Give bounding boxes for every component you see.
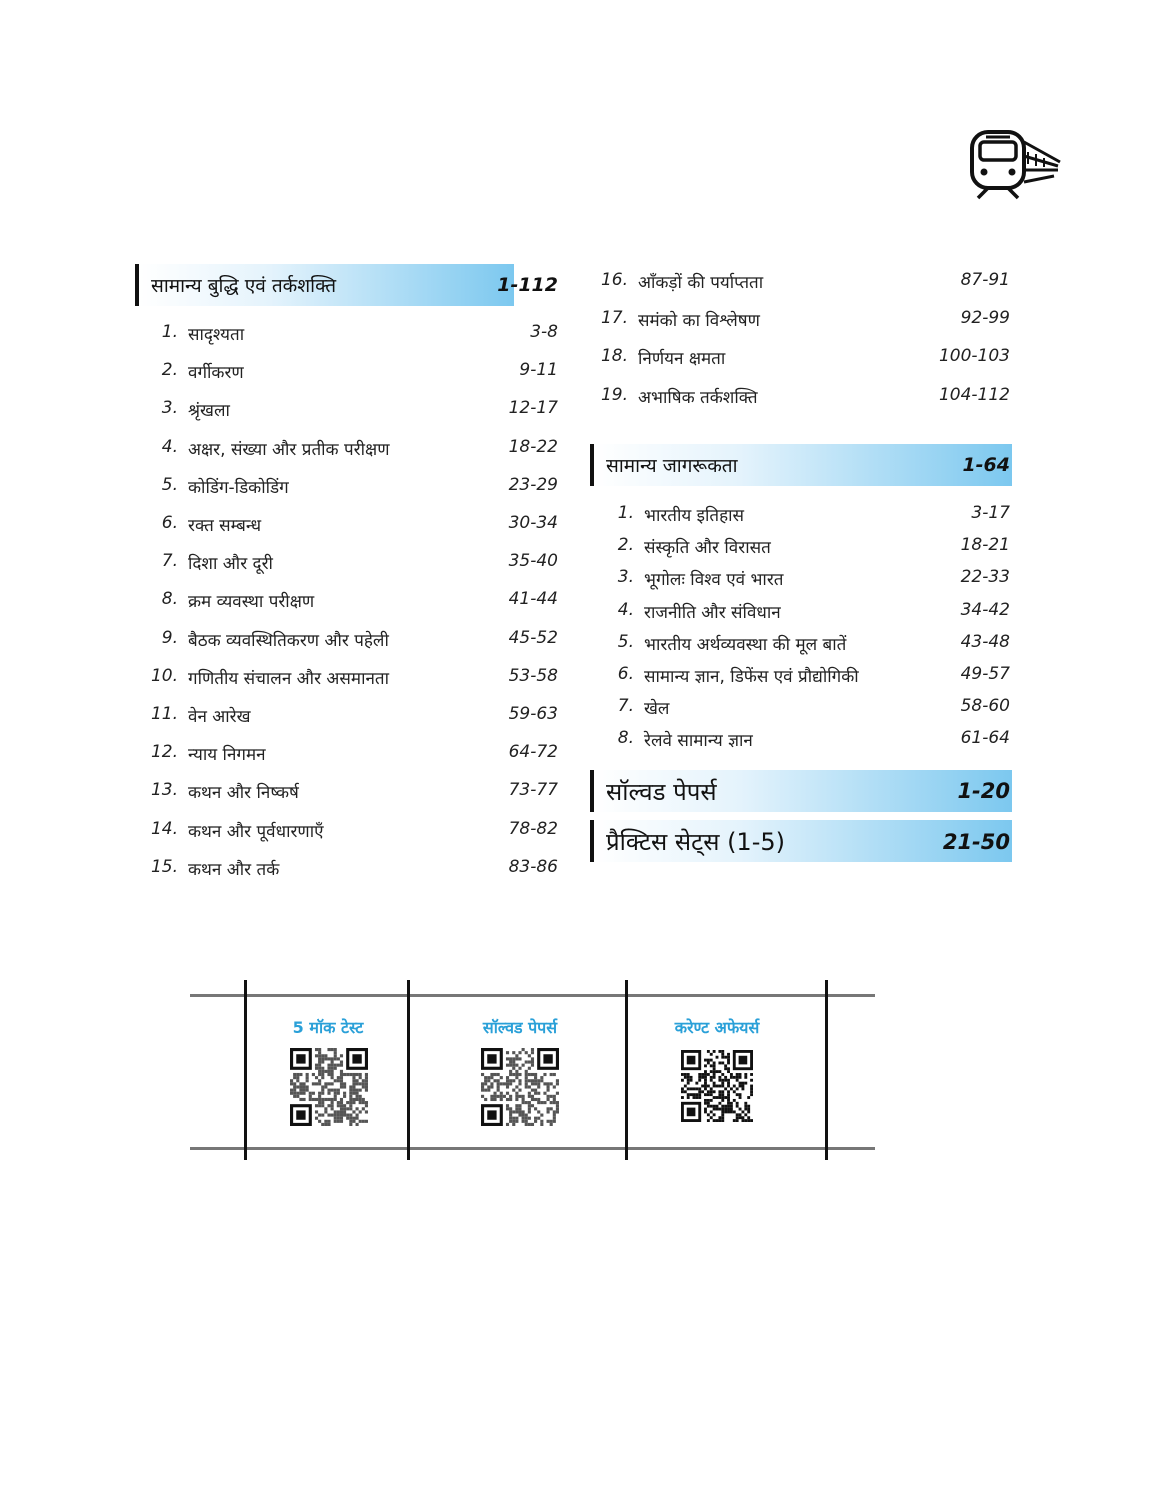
chapter-row — [606, 535, 1010, 565]
strip-divider — [825, 980, 828, 1160]
chapter-row — [150, 551, 558, 581]
chapter-row — [150, 704, 558, 734]
chapter-title: श्रृंखला — [188, 401, 230, 422]
chapter-number: 5. — [617, 631, 634, 652]
section-title: सामान्य जागरूकता — [606, 455, 738, 477]
chapter-number: 4. — [161, 436, 178, 457]
chapter-row — [600, 308, 1010, 338]
chapter-title: रेलवे सामान्य ज्ञान — [644, 731, 753, 752]
chapter-title: न्याय निगमन — [188, 745, 266, 766]
chapter-title: राजनीति और संविधान — [644, 602, 781, 623]
chapter-number: 17. — [600, 308, 628, 329]
section-pages: 1-64 — [962, 454, 1010, 476]
chapter-title: संस्कृति और विरासत — [644, 538, 771, 559]
chapter-row — [606, 728, 1010, 758]
chapter-row — [150, 360, 558, 390]
chapter-title: भारतीय अर्थव्यवस्था की मूल बातें — [644, 634, 847, 655]
chapter-number: 9. — [161, 627, 178, 648]
chapter-title: वर्गीकरण — [188, 363, 244, 384]
chapter-number: 2. — [617, 535, 634, 556]
chapter-title: अक्षर, संख्या और प्रतीक परीक्षण — [188, 439, 390, 460]
section-title: सॉल्वड पेपर्स — [606, 777, 717, 806]
chapter-number: 1. — [617, 503, 634, 523]
chapter-pages: 87-91 — [960, 270, 1010, 290]
chapter-title: क्रम व्यवस्था परीक्षण — [188, 592, 315, 613]
chapter-title: भारतीय इतिहास — [644, 506, 745, 526]
qr-code-icon[interactable] — [290, 1048, 368, 1126]
chapter-row — [600, 385, 1010, 415]
qr-code-icon[interactable] — [681, 1050, 753, 1122]
chapter-number: 15. — [150, 856, 178, 877]
chapter-number: 10. — [150, 665, 178, 686]
chapter-number: 12. — [150, 742, 178, 763]
chapter-title: दिशा और दूरी — [188, 554, 273, 575]
chapter-row — [150, 857, 558, 887]
chapter-pages: 18-21 — [960, 535, 1010, 556]
chapter-pages: 23-29 — [508, 474, 558, 495]
section-pages: 1-20 — [957, 779, 1010, 803]
chapter-row — [606, 696, 1010, 726]
chapter-number: 14. — [150, 818, 178, 839]
chapter-number: 8. — [161, 589, 178, 610]
chapter-number: 7. — [161, 551, 178, 572]
chapter-pages: 58-60 — [960, 696, 1010, 717]
chapter-number: 16. — [600, 270, 628, 290]
chapter-title: खेल — [644, 699, 670, 720]
chapter-pages: 35-40 — [508, 551, 558, 572]
section-pages: 21-50 — [942, 830, 1010, 854]
chapter-pages: 12-17 — [508, 398, 558, 419]
chapter-number: 3. — [161, 398, 178, 419]
chapter-title: कोडिंग-डिकोडिंग — [188, 477, 289, 498]
chapter-row — [150, 589, 558, 619]
chapter-number: 2. — [161, 360, 178, 381]
chapter-title: कथन और तर्क — [188, 859, 280, 880]
chapter-pages: 53-58 — [508, 665, 558, 686]
section-header-reasoning — [135, 264, 514, 306]
chapter-pages: 78-82 — [508, 818, 558, 839]
chapter-number: 7. — [617, 696, 634, 717]
chapter-row — [606, 567, 1010, 597]
strip-bottom-line — [190, 1147, 875, 1150]
chapter-pages: 59-63 — [508, 704, 558, 724]
chapter-row — [150, 513, 558, 543]
chapter-pages: 61-64 — [960, 728, 1010, 749]
chapter-pages: 104-112 — [938, 384, 1010, 405]
chapter-pages: 73-77 — [508, 780, 558, 801]
section-title: प्रैक्टिस सेट्स (1-5) — [606, 827, 785, 856]
chapter-row — [150, 742, 558, 772]
chapter-number: 8. — [617, 728, 634, 749]
qr-label-current-affairs: करेण्ट अफेयर्स — [674, 1018, 760, 1037]
chapter-row — [150, 780, 558, 810]
qr-label-mock-test: 5 मॉक टेस्ट — [292, 1018, 364, 1037]
train-icon — [966, 128, 1062, 200]
chapter-row — [150, 322, 558, 352]
chapter-number: 19. — [600, 384, 628, 405]
chapter-row — [150, 475, 558, 505]
chapter-title: निर्णयन क्षमता — [638, 349, 726, 370]
section-pages: 1-112 — [497, 274, 558, 296]
chapter-row — [600, 346, 1010, 376]
chapter-number: 1. — [161, 322, 178, 342]
chapter-number: 3. — [617, 567, 634, 588]
chapter-title: कथन और निष्कर्ष — [188, 783, 299, 804]
chapter-number: 4. — [617, 599, 634, 620]
chapter-row — [606, 600, 1010, 630]
chapter-title: कथन और पूर्वधारणाएँ — [188, 821, 324, 842]
chapter-pages: 30-34 — [508, 513, 558, 533]
chapter-pages: 100-103 — [938, 346, 1010, 367]
chapter-row — [150, 437, 558, 467]
chapter-row — [150, 666, 558, 696]
chapter-row — [606, 664, 1010, 694]
qr-code-icon[interactable] — [481, 1048, 559, 1126]
chapter-pages: 64-72 — [508, 742, 558, 763]
chapter-pages: 45-52 — [508, 627, 558, 648]
chapter-pages: 3-8 — [530, 322, 558, 342]
strip-divider — [407, 980, 410, 1160]
chapter-number: 6. — [617, 664, 634, 684]
chapter-number: 13. — [150, 780, 178, 801]
chapter-pages: 9-11 — [519, 360, 558, 381]
chapter-row — [606, 632, 1010, 662]
chapter-pages: 22-33 — [960, 567, 1010, 588]
chapter-title: वेन आरेख — [188, 707, 251, 727]
chapter-title: गणितीय संचालन और असमानता — [188, 668, 390, 689]
chapter-pages: 49-57 — [960, 664, 1010, 684]
qr-label-solved-papers: सॉल्वड पेपर्स — [482, 1018, 558, 1037]
chapter-number: 6. — [161, 513, 178, 533]
strip-divider — [244, 980, 247, 1160]
section-title: सामान्य बुद्धि एवं तर्कशक्ति — [151, 275, 337, 297]
strip-divider — [625, 980, 628, 1160]
chapter-number: 11. — [150, 704, 178, 724]
chapter-pages: 83-86 — [508, 856, 558, 877]
chapter-pages: 34-42 — [960, 599, 1010, 620]
chapter-pages: 3-17 — [971, 503, 1010, 523]
chapter-pages: 43-48 — [960, 631, 1010, 652]
chapter-title: समंको का विश्लेषण — [638, 311, 760, 332]
chapter-title: आँकड़ों की पर्याप्तता — [638, 273, 764, 293]
chapter-row — [150, 819, 558, 849]
chapter-title: बैठक व्यवस्थितिकरण और पहेली — [188, 630, 389, 651]
chapter-pages: 92-99 — [960, 308, 1010, 329]
chapter-title: रक्त सम्बन्ध — [188, 516, 262, 536]
chapter-number: 5. — [161, 474, 178, 495]
chapter-title: अभाषिक तर्कशक्ति — [638, 387, 758, 408]
chapter-title: सादृश्यता — [188, 325, 245, 345]
chapter-row — [606, 503, 1010, 533]
chapter-title: सामान्य ज्ञान, डिफेंस एवं प्रौद्योगिकी — [644, 667, 859, 687]
chapter-row — [600, 270, 1010, 300]
chapter-row — [150, 398, 558, 428]
chapter-pages: 18-22 — [508, 436, 558, 457]
strip-top-line — [190, 994, 875, 997]
chapter-number: 18. — [600, 346, 628, 367]
chapter-title: भूगोलः विश्व एवं भारत — [644, 570, 784, 591]
chapter-row — [150, 628, 558, 658]
chapter-pages: 41-44 — [508, 589, 558, 610]
